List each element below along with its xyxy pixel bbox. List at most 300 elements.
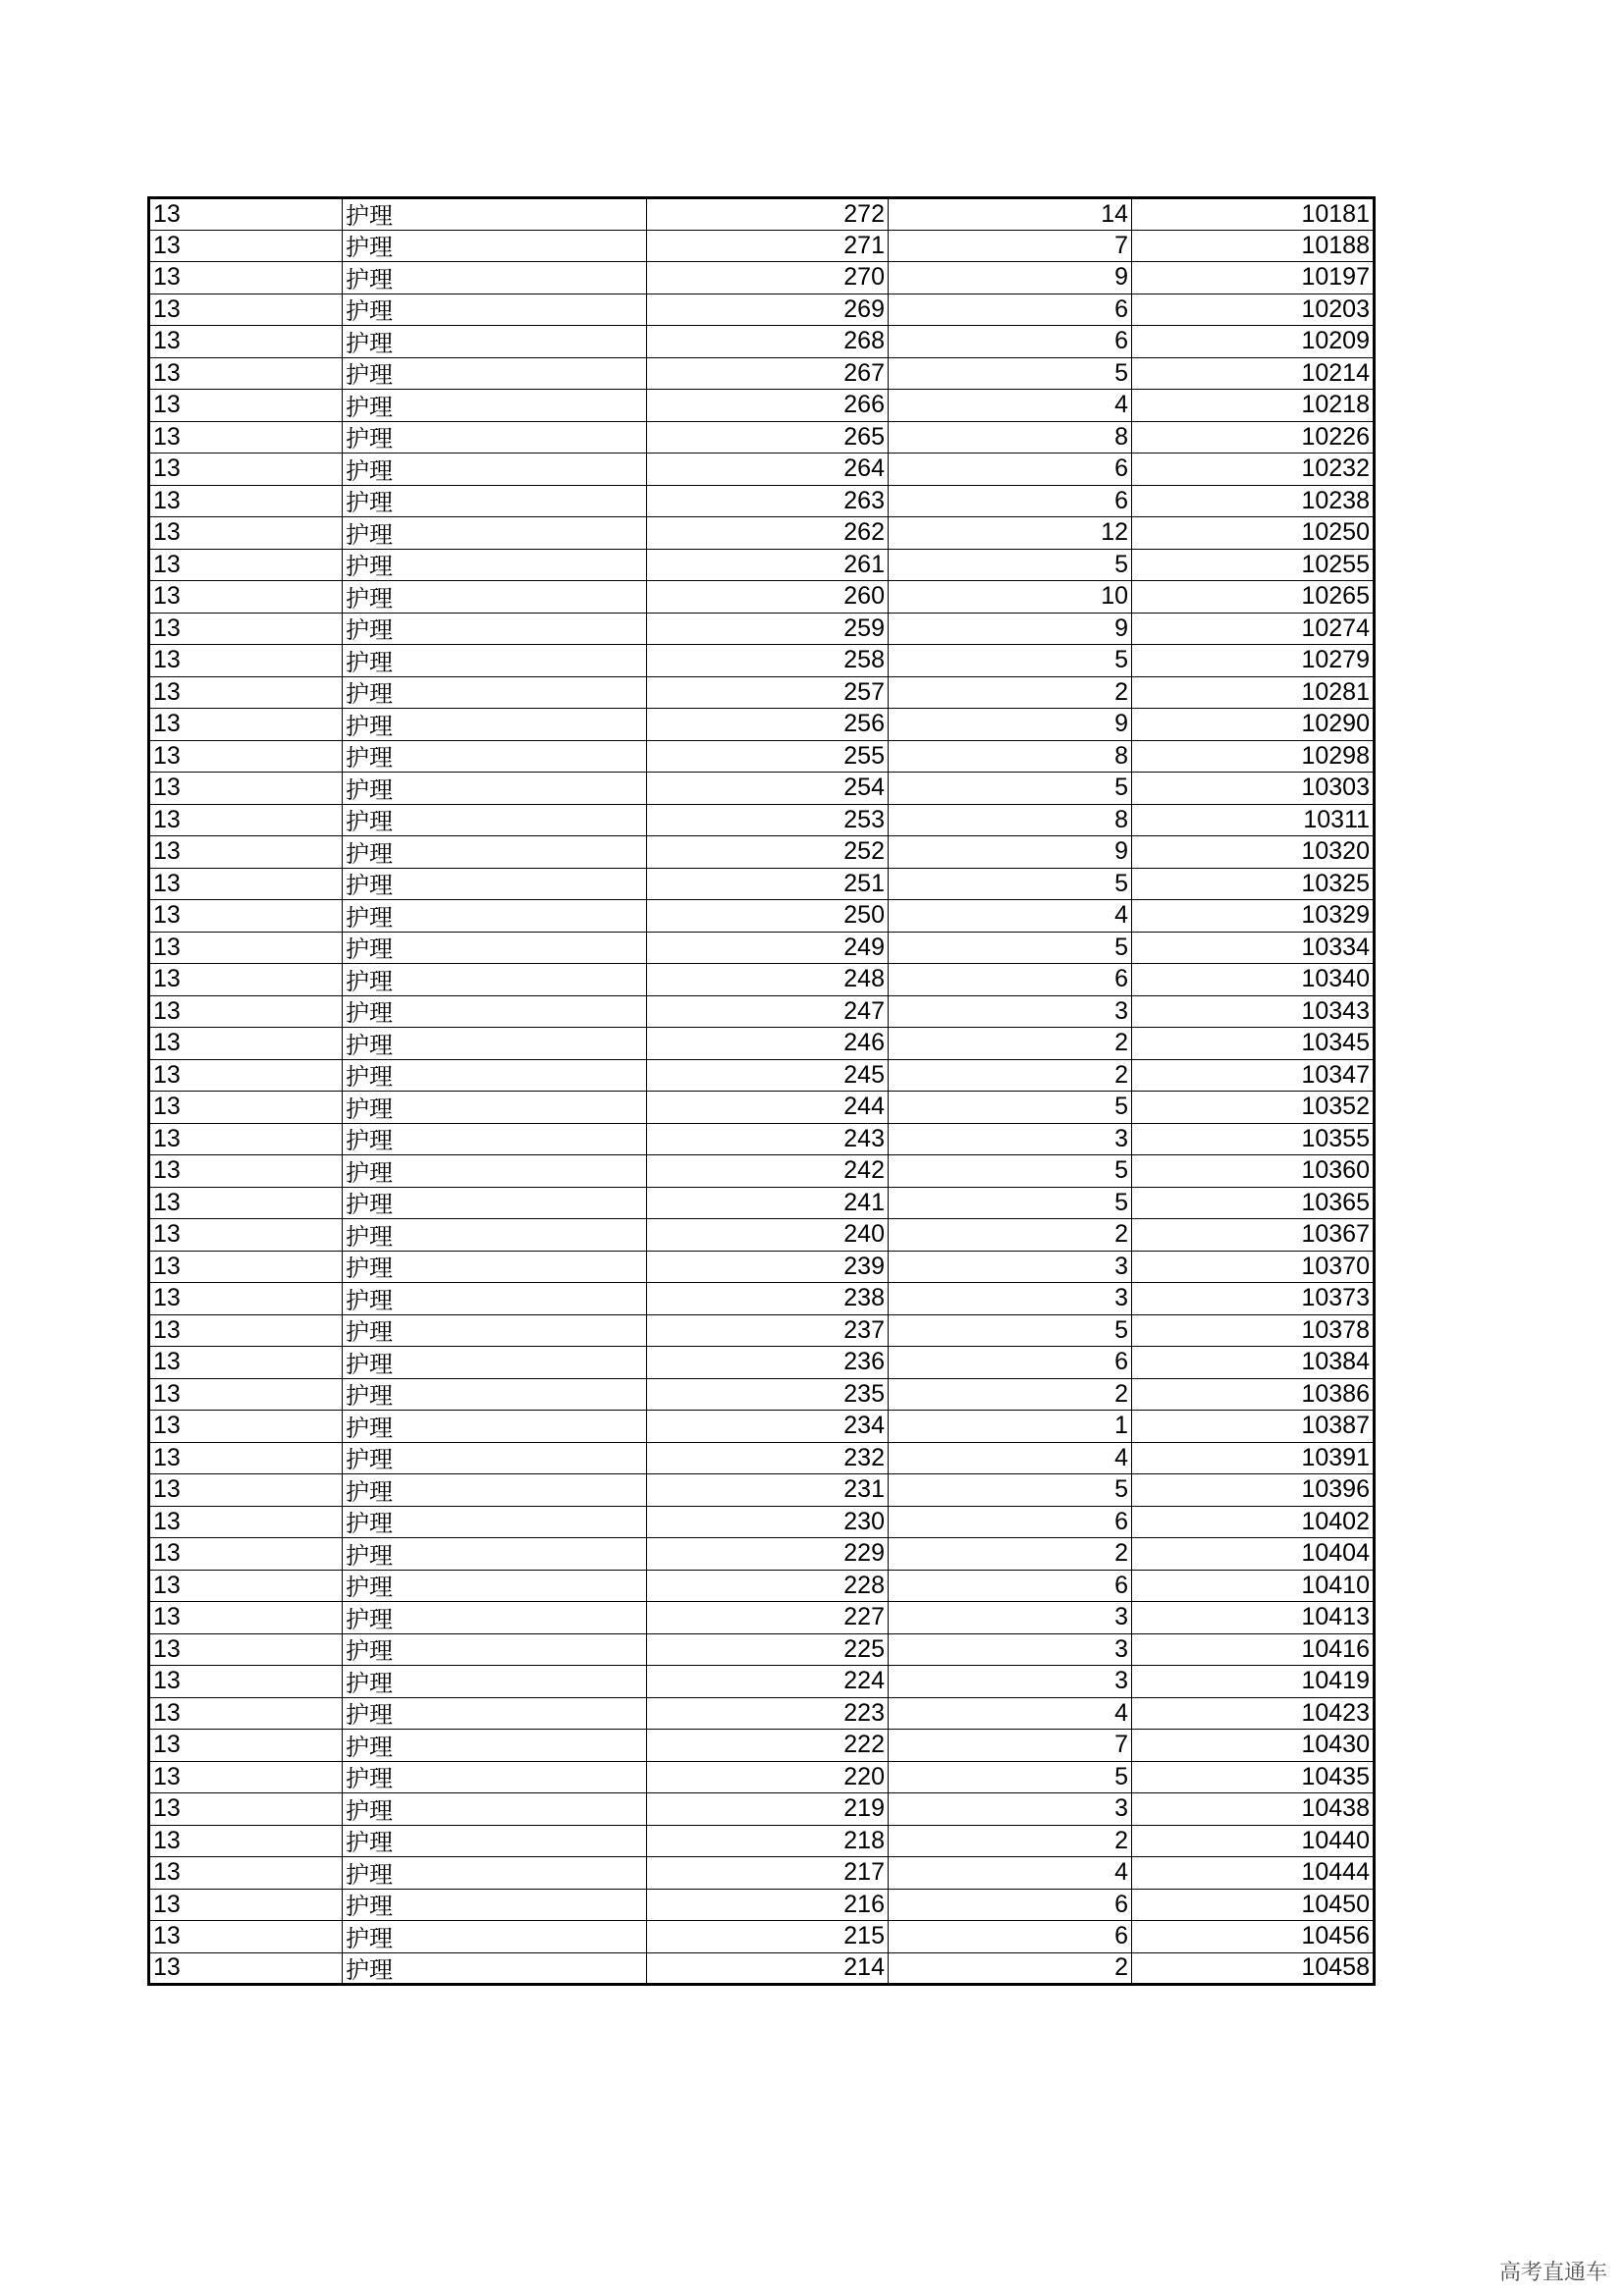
table-row: [149, 1442, 1375, 1474]
score-cell: 269: [647, 294, 889, 326]
cumulative-cell: 10423: [1132, 1697, 1375, 1730]
major-cell: 护理: [343, 1761, 647, 1793]
batch-cell: 13: [149, 868, 343, 900]
batch-cell: 13: [149, 1092, 343, 1124]
table-row: [149, 932, 1375, 964]
table-row: [149, 1251, 1375, 1283]
count-cell: 2: [889, 1825, 1132, 1857]
count-cell: 2: [889, 1059, 1132, 1092]
major-cell: 护理: [343, 1633, 647, 1666]
cumulative-cell: 10419: [1132, 1666, 1375, 1698]
count-cell: 3: [889, 995, 1132, 1028]
batch-cell: 13: [149, 1028, 343, 1060]
count-cell: 14: [889, 198, 1132, 231]
cumulative-cell: 10458: [1132, 1952, 1375, 1985]
batch-cell: 13: [149, 326, 343, 358]
count-cell: 6: [889, 1921, 1132, 1953]
cumulative-cell: 10238: [1132, 485, 1375, 517]
table-row: [149, 1474, 1375, 1507]
score-cell: 263: [647, 485, 889, 517]
cumulative-cell: 10365: [1132, 1187, 1375, 1219]
major-cell: 护理: [343, 613, 647, 645]
table-row: [149, 1314, 1375, 1347]
major-cell: 护理: [343, 1921, 647, 1953]
cumulative-cell: 10440: [1132, 1825, 1375, 1857]
count-cell: 6: [889, 1889, 1132, 1921]
batch-cell: 13: [149, 1314, 343, 1347]
batch-cell: 13: [149, 645, 343, 677]
cumulative-cell: 10410: [1132, 1570, 1375, 1602]
batch-cell: 13: [149, 581, 343, 614]
major-cell: 护理: [343, 1251, 647, 1283]
score-cell: 231: [647, 1474, 889, 1507]
score-cell: 252: [647, 836, 889, 869]
batch-cell: 13: [149, 1474, 343, 1507]
batch-cell: 13: [149, 357, 343, 390]
major-cell: 护理: [343, 1347, 647, 1379]
count-cell: 5: [889, 1155, 1132, 1188]
count-cell: 6: [889, 1506, 1132, 1538]
count-cell: 2: [889, 1219, 1132, 1252]
batch-cell: 13: [149, 1251, 343, 1283]
batch-cell: 13: [149, 1283, 343, 1315]
cumulative-cell: 10232: [1132, 454, 1375, 486]
batch-cell: 13: [149, 613, 343, 645]
table-row: [149, 517, 1375, 550]
batch-cell: 13: [149, 1187, 343, 1219]
major-cell: 护理: [343, 1378, 647, 1411]
cumulative-cell: 10444: [1132, 1857, 1375, 1890]
major-cell: 护理: [343, 1602, 647, 1634]
cumulative-cell: 10311: [1132, 804, 1375, 836]
score-cell: 245: [647, 1059, 889, 1092]
count-cell: 4: [889, 1442, 1132, 1474]
table-row: [149, 262, 1375, 294]
cumulative-cell: 10334: [1132, 932, 1375, 964]
table-row: [149, 1921, 1375, 1953]
cumulative-cell: 10456: [1132, 1921, 1375, 1953]
major-cell: 护理: [343, 549, 647, 581]
table-row: [149, 421, 1375, 454]
batch-cell: 13: [149, 1506, 343, 1538]
batch-cell: 13: [149, 1730, 343, 1762]
table-row: [149, 198, 1375, 231]
table-row: [149, 836, 1375, 869]
score-cell: 237: [647, 1314, 889, 1347]
batch-cell: 13: [149, 1059, 343, 1092]
score-cell: 261: [647, 549, 889, 581]
batch-cell: 13: [149, 1633, 343, 1666]
major-cell: 护理: [343, 1952, 647, 1985]
major-cell: 护理: [343, 357, 647, 390]
score-cell: 219: [647, 1793, 889, 1826]
score-cell: 247: [647, 995, 889, 1028]
batch-cell: 13: [149, 1411, 343, 1443]
table-row: [149, 868, 1375, 900]
batch-cell: 13: [149, 230, 343, 262]
batch-cell: 13: [149, 390, 343, 422]
score-cell: 241: [647, 1187, 889, 1219]
cumulative-cell: 10320: [1132, 836, 1375, 869]
batch-cell: 13: [149, 773, 343, 805]
cumulative-cell: 10396: [1132, 1474, 1375, 1507]
count-cell: 6: [889, 1347, 1132, 1379]
count-cell: 3: [889, 1123, 1132, 1155]
count-cell: 4: [889, 390, 1132, 422]
table-row: [149, 1347, 1375, 1379]
batch-cell: 13: [149, 709, 343, 741]
cumulative-cell: 10188: [1132, 230, 1375, 262]
table-row: [149, 1028, 1375, 1060]
count-cell: 4: [889, 1857, 1132, 1890]
batch-cell: 13: [149, 676, 343, 709]
batch-cell: 13: [149, 1538, 343, 1571]
count-cell: 5: [889, 773, 1132, 805]
major-cell: 护理: [343, 1889, 647, 1921]
major-cell: 护理: [343, 1538, 647, 1571]
batch-cell: 13: [149, 1889, 343, 1921]
major-cell: 护理: [343, 517, 647, 550]
cumulative-cell: 10340: [1132, 964, 1375, 996]
table-row: [149, 773, 1375, 805]
score-cell: 250: [647, 900, 889, 933]
major-cell: 护理: [343, 1474, 647, 1507]
batch-cell: 13: [149, 1570, 343, 1602]
batch-cell: 13: [149, 1825, 343, 1857]
cumulative-cell: 10416: [1132, 1633, 1375, 1666]
cumulative-cell: 10384: [1132, 1347, 1375, 1379]
score-cell: 222: [647, 1730, 889, 1762]
major-cell: 护理: [343, 454, 647, 486]
cumulative-cell: 10181: [1132, 198, 1375, 231]
cumulative-cell: 10438: [1132, 1793, 1375, 1826]
score-cell: 268: [647, 326, 889, 358]
major-cell: 护理: [343, 1666, 647, 1698]
major-cell: 护理: [343, 709, 647, 741]
table-row: [149, 964, 1375, 996]
batch-cell: 13: [149, 1378, 343, 1411]
batch-cell: 13: [149, 294, 343, 326]
score-cell: 254: [647, 773, 889, 805]
major-cell: 护理: [343, 326, 647, 358]
table-row: [149, 294, 1375, 326]
major-cell: 护理: [343, 581, 647, 614]
count-cell: 6: [889, 294, 1132, 326]
batch-cell: 13: [149, 964, 343, 996]
batch-cell: 13: [149, 454, 343, 486]
major-cell: 护理: [343, 836, 647, 869]
table-row: [149, 1825, 1375, 1857]
batch-cell: 13: [149, 198, 343, 231]
count-cell: 2: [889, 676, 1132, 709]
count-cell: 9: [889, 262, 1132, 294]
score-cell: 264: [647, 454, 889, 486]
major-cell: 护理: [343, 1570, 647, 1602]
score-cell: 246: [647, 1028, 889, 1060]
cumulative-cell: 10255: [1132, 549, 1375, 581]
cumulative-cell: 10435: [1132, 1761, 1375, 1793]
count-cell: 6: [889, 454, 1132, 486]
score-cell: 217: [647, 1857, 889, 1890]
major-cell: 护理: [343, 1219, 647, 1252]
table-row: [149, 1952, 1375, 1985]
major-cell: 护理: [343, 995, 647, 1028]
count-cell: 3: [889, 1251, 1132, 1283]
major-cell: 护理: [343, 230, 647, 262]
cumulative-cell: 10378: [1132, 1314, 1375, 1347]
major-cell: 护理: [343, 294, 647, 326]
batch-cell: 13: [149, 1602, 343, 1634]
batch-cell: 13: [149, 1347, 343, 1379]
batch-cell: 13: [149, 549, 343, 581]
score-cell: 242: [647, 1155, 889, 1188]
table-row: [149, 900, 1375, 933]
major-cell: 护理: [343, 1730, 647, 1762]
score-cell: 227: [647, 1602, 889, 1634]
score-cell: 258: [647, 645, 889, 677]
score-cell: 260: [647, 581, 889, 614]
table-row: [149, 613, 1375, 645]
cumulative-cell: 10203: [1132, 294, 1375, 326]
table-row: [149, 1697, 1375, 1730]
score-cell: 248: [647, 964, 889, 996]
batch-cell: 13: [149, 1219, 343, 1252]
score-table: [147, 196, 1376, 1986]
cumulative-cell: 10355: [1132, 1123, 1375, 1155]
cumulative-cell: 10325: [1132, 868, 1375, 900]
score-cell: 235: [647, 1378, 889, 1411]
batch-cell: 13: [149, 262, 343, 294]
count-cell: 5: [889, 868, 1132, 900]
count-cell: 8: [889, 804, 1132, 836]
cumulative-cell: 10450: [1132, 1889, 1375, 1921]
score-cell: 256: [647, 709, 889, 741]
count-cell: 5: [889, 645, 1132, 677]
score-cell: 229: [647, 1538, 889, 1571]
major-cell: 护理: [343, 390, 647, 422]
batch-cell: 13: [149, 1442, 343, 1474]
score-cell: 267: [647, 357, 889, 390]
major-cell: 护理: [343, 1155, 647, 1188]
score-cell: 218: [647, 1825, 889, 1857]
cumulative-cell: 10218: [1132, 390, 1375, 422]
cumulative-cell: 10413: [1132, 1602, 1375, 1634]
table-row: [149, 581, 1375, 614]
batch-cell: 13: [149, 1123, 343, 1155]
cumulative-cell: 10279: [1132, 645, 1375, 677]
major-cell: 护理: [343, 964, 647, 996]
table-row: [149, 1283, 1375, 1315]
major-cell: 护理: [343, 262, 647, 294]
major-cell: 护理: [343, 1028, 647, 1060]
score-cell: 230: [647, 1506, 889, 1538]
score-cell: 257: [647, 676, 889, 709]
major-cell: 护理: [343, 1857, 647, 1890]
count-cell: 6: [889, 1570, 1132, 1602]
score-cell: 216: [647, 1889, 889, 1921]
cumulative-cell: 10430: [1132, 1730, 1375, 1762]
count-cell: 2: [889, 1378, 1132, 1411]
score-cell: 251: [647, 868, 889, 900]
count-cell: 5: [889, 1474, 1132, 1507]
table-body: [149, 198, 1375, 1985]
count-cell: 3: [889, 1793, 1132, 1826]
cumulative-cell: 10352: [1132, 1092, 1375, 1124]
major-cell: 护理: [343, 1092, 647, 1124]
cumulative-cell: 10214: [1132, 357, 1375, 390]
count-cell: 3: [889, 1602, 1132, 1634]
score-cell: 232: [647, 1442, 889, 1474]
score-cell: 239: [647, 1251, 889, 1283]
major-cell: 护理: [343, 1283, 647, 1315]
table-row: [149, 1602, 1375, 1634]
table-row: [149, 1219, 1375, 1252]
count-cell: 5: [889, 1092, 1132, 1124]
table-row: [149, 1092, 1375, 1124]
count-cell: 9: [889, 613, 1132, 645]
batch-cell: 13: [149, 932, 343, 964]
count-cell: 2: [889, 1952, 1132, 1985]
table-row: [149, 549, 1375, 581]
table-row: [149, 645, 1375, 677]
count-cell: 4: [889, 900, 1132, 933]
table-row: [149, 357, 1375, 390]
count-cell: 3: [889, 1666, 1132, 1698]
major-cell: 护理: [343, 1793, 647, 1826]
major-cell: 护理: [343, 1187, 647, 1219]
major-cell: 护理: [343, 1825, 647, 1857]
table-row: [149, 709, 1375, 741]
table-row: [149, 326, 1375, 358]
cumulative-cell: 10303: [1132, 773, 1375, 805]
score-cell: 240: [647, 1219, 889, 1252]
major-cell: 护理: [343, 1314, 647, 1347]
cumulative-cell: 10329: [1132, 900, 1375, 933]
batch-cell: 13: [149, 1697, 343, 1730]
count-cell: 10: [889, 581, 1132, 614]
table-row: [149, 804, 1375, 836]
table-row: [149, 1155, 1375, 1188]
table-row: [149, 454, 1375, 486]
table-row: [149, 390, 1375, 422]
count-cell: 2: [889, 1538, 1132, 1571]
cumulative-cell: 10386: [1132, 1378, 1375, 1411]
major-cell: 护理: [343, 804, 647, 836]
batch-cell: 13: [149, 1155, 343, 1188]
table-row: [149, 1570, 1375, 1602]
table-row: [149, 1506, 1375, 1538]
major-cell: 护理: [343, 900, 647, 933]
major-cell: 护理: [343, 1506, 647, 1538]
table-row: [149, 995, 1375, 1028]
score-cell: 228: [647, 1570, 889, 1602]
score-cell: 255: [647, 740, 889, 773]
cumulative-cell: 10209: [1132, 326, 1375, 358]
score-cell: 220: [647, 1761, 889, 1793]
score-cell: 271: [647, 230, 889, 262]
score-cell: 243: [647, 1123, 889, 1155]
table-row: [149, 1666, 1375, 1698]
batch-cell: 13: [149, 740, 343, 773]
major-cell: 护理: [343, 773, 647, 805]
cumulative-cell: 10265: [1132, 581, 1375, 614]
table-row: [149, 1187, 1375, 1219]
major-cell: 护理: [343, 421, 647, 454]
major-cell: 护理: [343, 645, 647, 677]
score-cell: 236: [647, 1347, 889, 1379]
batch-cell: 13: [149, 1857, 343, 1890]
major-cell: 护理: [343, 1442, 647, 1474]
cumulative-cell: 10250: [1132, 517, 1375, 550]
table-row: [149, 1730, 1375, 1762]
major-cell: 护理: [343, 932, 647, 964]
count-cell: 1: [889, 1411, 1132, 1443]
score-cell: 266: [647, 390, 889, 422]
cumulative-cell: 10404: [1132, 1538, 1375, 1571]
score-cell: 234: [647, 1411, 889, 1443]
cumulative-cell: 10402: [1132, 1506, 1375, 1538]
count-cell: 4: [889, 1697, 1132, 1730]
cumulative-cell: 10391: [1132, 1442, 1375, 1474]
batch-cell: 13: [149, 900, 343, 933]
cumulative-cell: 10226: [1132, 421, 1375, 454]
cumulative-cell: 10370: [1132, 1251, 1375, 1283]
score-cell: 265: [647, 421, 889, 454]
table-row: [149, 676, 1375, 709]
score-cell: 253: [647, 804, 889, 836]
cumulative-cell: 10387: [1132, 1411, 1375, 1443]
score-cell: 215: [647, 1921, 889, 1953]
table-row: [149, 1633, 1375, 1666]
count-cell: 5: [889, 1187, 1132, 1219]
score-cell: 249: [647, 932, 889, 964]
count-cell: 7: [889, 1730, 1132, 1762]
batch-cell: 13: [149, 1921, 343, 1953]
score-cell: 224: [647, 1666, 889, 1698]
cumulative-cell: 10274: [1132, 613, 1375, 645]
cumulative-cell: 10343: [1132, 995, 1375, 1028]
count-cell: 6: [889, 326, 1132, 358]
major-cell: 护理: [343, 1059, 647, 1092]
major-cell: 护理: [343, 676, 647, 709]
count-cell: 3: [889, 1633, 1132, 1666]
table-row: [149, 1889, 1375, 1921]
cumulative-cell: 10298: [1132, 740, 1375, 773]
major-cell: 护理: [343, 1411, 647, 1443]
table-row: [149, 1123, 1375, 1155]
watermark: 高考直通车: [1498, 2261, 1607, 2285]
count-cell: 6: [889, 964, 1132, 996]
count-cell: 5: [889, 357, 1132, 390]
score-cell: 223: [647, 1697, 889, 1730]
batch-cell: 13: [149, 995, 343, 1028]
table-row: [149, 1378, 1375, 1411]
major-cell: 护理: [343, 1697, 647, 1730]
cumulative-cell: 10290: [1132, 709, 1375, 741]
table-row: [149, 1793, 1375, 1826]
batch-cell: 13: [149, 421, 343, 454]
table-row: [149, 1857, 1375, 1890]
count-cell: 9: [889, 836, 1132, 869]
score-cell: 214: [647, 1952, 889, 1985]
cumulative-cell: 10373: [1132, 1283, 1375, 1315]
score-cell: 270: [647, 262, 889, 294]
cumulative-cell: 10367: [1132, 1219, 1375, 1252]
table-row: [149, 1059, 1375, 1092]
score-cell: 272: [647, 198, 889, 231]
count-cell: 5: [889, 1761, 1132, 1793]
major-cell: 护理: [343, 868, 647, 900]
